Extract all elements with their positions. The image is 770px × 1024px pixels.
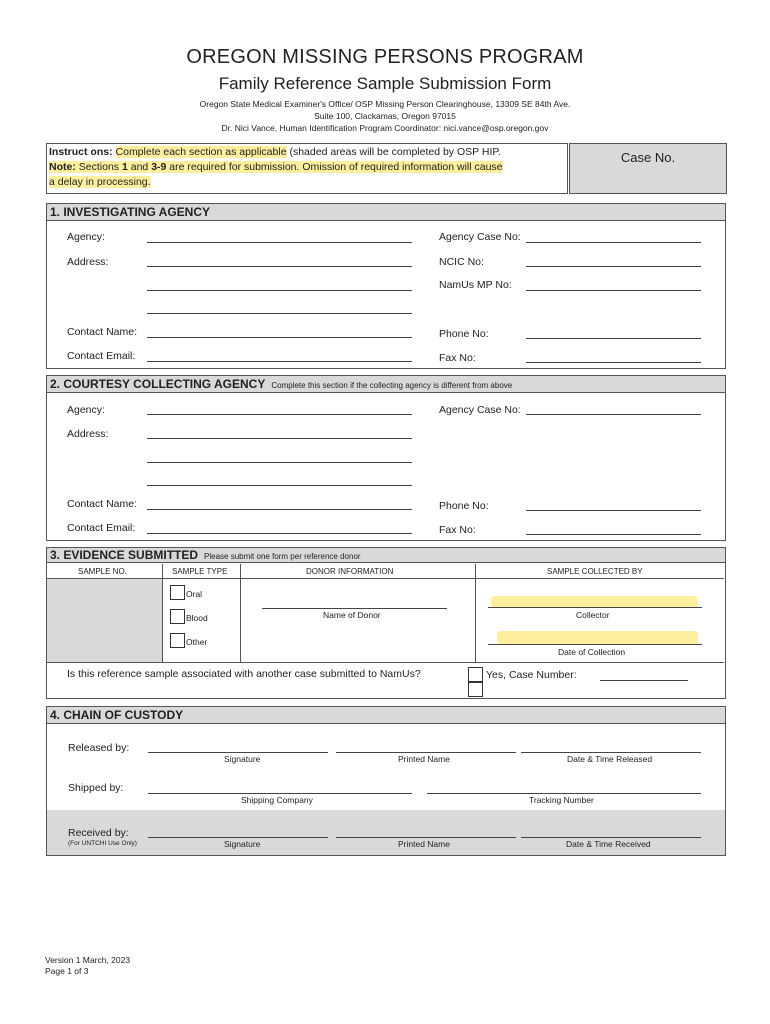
released-printed-name-label: Printed Name: [398, 754, 450, 764]
s1-address-label: Address:: [67, 256, 109, 268]
s2-address-field-2[interactable]: [147, 462, 412, 463]
tracking-number-label: Tracking Number: [529, 795, 594, 805]
s2-address-field-1[interactable]: [147, 438, 412, 439]
donor-name-label: Name of Donor: [323, 610, 381, 620]
note-and: and: [130, 161, 149, 173]
s2-agency-label: Agency:: [67, 404, 105, 416]
col-sample-collected-by: SAMPLE COLLECTED BY: [547, 567, 643, 576]
s2-agency-case-label: Agency Case No:: [439, 404, 521, 416]
note-bold-1: 1: [121, 161, 128, 173]
tracking-number-field[interactable]: [427, 793, 701, 794]
yes-case-number-label: Yes, Case Number:: [486, 669, 577, 681]
divider-2: [240, 564, 241, 662]
col-sample-no: SAMPLE NO.: [78, 567, 127, 576]
section-1-header: [47, 204, 725, 221]
collector-label: Collector: [576, 610, 610, 620]
evidence-row-divider: [46, 662, 724, 663]
section-2-title: 2. COURTESY COLLECTING AGENCY: [50, 377, 266, 391]
s1-address-field-3[interactable]: [147, 313, 412, 314]
section-3-header: [47, 548, 725, 563]
note-text-a: Sections: [78, 161, 120, 173]
section-3-note: Please submit one form per reference donor: [204, 552, 361, 561]
section-3-title: 3. EVIDENCE SUBMITTED: [50, 548, 199, 562]
col-donor-info: DONOR INFORMATION: [306, 567, 394, 576]
note-text-b: are required for submission. Omission of required information will cause: [169, 161, 503, 173]
section-investigating-agency: [46, 203, 726, 369]
received-signature-label: Signature: [224, 839, 261, 849]
s1-phone-label: Phone No:: [439, 328, 489, 340]
s1-agency-field[interactable]: [147, 242, 412, 243]
date-of-collection-line: [488, 644, 702, 645]
s2-agency-field[interactable]: [147, 414, 412, 415]
s1-contact-name-label: Contact Name:: [67, 326, 138, 338]
section-chain-of-custody: [46, 706, 726, 856]
received-by-note: (For UNTCHI Use Only): [68, 840, 137, 847]
s1-contact-email-label: Contact Email:: [67, 350, 136, 362]
form-subtitle: Family Reference Sample Submission Form: [218, 74, 552, 93]
s2-address-label: Address:: [67, 428, 109, 440]
s2-contact-name-label: Contact Name:: [67, 498, 138, 510]
received-printed-name-field[interactable]: [336, 837, 516, 838]
instructions-highlight: Complete each section as applicable: [115, 146, 287, 158]
case-number-label: Case No.: [620, 150, 676, 165]
s1-phone-field[interactable]: [526, 338, 701, 339]
case-number-box[interactable]: [569, 143, 727, 194]
oral-checkbox[interactable]: [170, 585, 185, 600]
released-signature-label: Signature: [224, 754, 261, 764]
form-title: OREGON MISSING PERSONS PROGRAM: [186, 46, 584, 68]
s1-contact-name-field[interactable]: [147, 337, 412, 338]
note-bold-2: 3-9: [151, 161, 167, 173]
s1-fax-label: Fax No:: [439, 352, 476, 364]
collector-line: [488, 607, 702, 608]
received-by-label: Received by:: [68, 827, 129, 839]
section-4-title: 4. CHAIN OF CUSTODY: [50, 708, 184, 722]
released-datetime-field[interactable]: [521, 752, 701, 753]
other-checkbox[interactable]: [170, 633, 185, 648]
divider-1: [162, 564, 163, 662]
s2-phone-label: Phone No:: [439, 500, 489, 512]
other-label: Other: [186, 637, 208, 647]
s2-fax-label: Fax No:: [439, 524, 476, 536]
section-2-header: [47, 376, 725, 393]
section-4-header: [47, 707, 725, 724]
s1-address-field-1[interactable]: [147, 266, 412, 267]
divider-3: [475, 564, 476, 662]
date-of-collection-label: Date of Collection: [558, 647, 626, 657]
section-courtesy-agency: [46, 375, 726, 541]
s2-contact-email-field[interactable]: [147, 533, 412, 534]
s2-contact-name-field[interactable]: [147, 509, 412, 510]
sample-no-cell: [47, 579, 162, 662]
s1-agency-case-label: Agency Case No:: [439, 231, 521, 243]
case-number-field[interactable]: [600, 680, 688, 681]
oral-label: Oral: [186, 589, 203, 599]
received-printed-name-label: Printed Name: [398, 839, 450, 849]
namus-question: Is this reference sample associated with another case submitted to NamUs?: [67, 668, 421, 680]
note-text-c: a delay in processing.: [49, 176, 151, 188]
address-line-3: Dr. Nici Vance, Human Identification Program Coordinator: nici.vance@osp.oregon.gov: [221, 123, 549, 133]
s1-ncic-field[interactable]: [526, 266, 701, 267]
released-printed-name-field[interactable]: [336, 752, 516, 753]
date-of-collection-field[interactable]: [497, 631, 698, 644]
released-signature-field[interactable]: [148, 752, 328, 753]
shipping-company-label: Shipping Company: [241, 795, 313, 805]
s1-agency-case-field[interactable]: [526, 242, 701, 243]
instructions-box: [46, 143, 568, 194]
s2-fax-field[interactable]: [526, 534, 701, 535]
col-sample-type: SAMPLE TYPE: [172, 567, 228, 576]
s2-contact-email-label: Contact Email:: [67, 522, 136, 534]
s1-contact-email-field[interactable]: [147, 361, 412, 362]
blood-checkbox[interactable]: [170, 609, 185, 624]
s2-agency-case-field[interactable]: [526, 414, 701, 415]
instructions-rest: (shaded areas will be completed by OSP HIP.: [289, 146, 501, 158]
blood-label: Blood: [186, 613, 208, 623]
shipping-company-field[interactable]: [148, 793, 412, 794]
footer-version: Version 1 March, 2023: [45, 955, 131, 965]
s1-namus-label: NamUs MP No:: [439, 279, 512, 291]
footer-page: Page 1 of 3: [45, 966, 89, 976]
s2-phone-field[interactable]: [526, 510, 701, 511]
received-signature-field[interactable]: [148, 837, 328, 838]
no-case-checkbox[interactable]: [468, 682, 483, 697]
s1-address-field-2[interactable]: [147, 290, 412, 291]
instructions-label: Instruct ons:: [49, 146, 113, 158]
shipped-by-label: Shipped by:: [68, 782, 124, 794]
yes-case-checkbox[interactable]: [468, 667, 483, 682]
donor-name-field[interactable]: [262, 608, 447, 609]
section-1-title: 1. INVESTIGATING AGENCY: [50, 205, 211, 219]
s1-agency-label: Agency:: [67, 231, 105, 243]
section-2-note: Complete this section if the collecting agency is different from above: [271, 381, 513, 390]
s1-fax-field[interactable]: [526, 362, 701, 363]
address-line-1: Oregon State Medical Examiner's Office/ OSP Missing Person Clearinghouse, 13309 SE 84th Ave.: [199, 99, 571, 109]
released-datetime-label: Date & Time Released: [567, 754, 653, 764]
s1-ncic-label: NCIC No:: [439, 256, 484, 268]
note-label: Note:: [49, 161, 76, 173]
released-by-label: Released by:: [68, 742, 130, 754]
address-line-2: Suite 100, Clackamas, Oregon 97015: [314, 111, 456, 121]
s2-address-field-3[interactable]: [147, 485, 412, 486]
s1-namus-field[interactable]: [526, 290, 701, 291]
received-datetime-label: Date & Time Received: [566, 839, 651, 849]
received-datetime-field[interactable]: [521, 837, 701, 838]
